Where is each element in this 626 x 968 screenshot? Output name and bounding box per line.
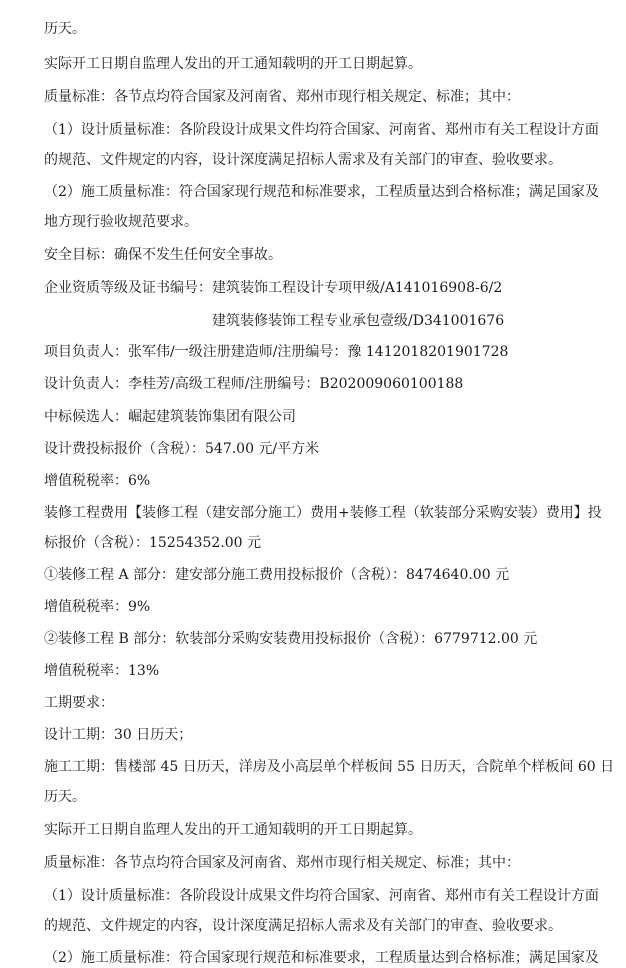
text-line: 企业资质等级及证书编号：建筑装饰工程设计专项甲级/A141016908-6/2 [44,280,503,296]
text-line: （1）设计质量标准：各阶段设计成果文件均符合国家、河南省、郑州市有关工程设计方面 [44,888,599,904]
text-line: 的规范、文件规定的内容，设计深度满足招标人需求及有关部门的审查、验收要求。 [44,918,562,934]
text-line: 质量标准：各节点均符合国家及河南省、郑州市现行相关规定、标准；其中： [44,855,520,871]
text-line: 增值税税率：6% [44,473,151,489]
text-line: 标报价（含税）：15254352.00 元 [44,535,261,551]
text-line: ①装修工程 A 部分：建安部分施工费用投标报价（含税）：8474640.00 元 [44,567,510,583]
text-line: 设计工期：30 日历天； [44,727,193,743]
text-line: （2）施工质量标准：符合国家现行规范和标准要求，工程质量达到合格标准；满足国家及 [44,184,599,200]
text-line: ②装修工程 B 部分：软装部分采购安装费用投标报价（含税）：6779712.00 元 [44,631,538,647]
text-line: 质量标准：各节点均符合国家及河南省、郑州市现行相关规定、标准；其中： [44,89,520,105]
text-line: 施工工期：售楼部 45 日历天，洋房及小高层单个样板间 55 日历天，合院单个样板间 60 日 [44,759,615,775]
text-line: 地方现行验收规范要求。 [44,214,198,230]
text-line: （1）设计质量标准：各阶段设计成果文件均符合国家、河南省、郑州市有关工程设计方面 [44,122,599,138]
text-line: 设计负责人：李桂芳/高级工程师/注册编号：B202009060100188 [44,376,464,392]
text-line: 安全目标：确保不发生任何安全事故。 [44,247,282,263]
text-line: 的规范、文件规定的内容，设计深度满足招标人需求及有关部门的审查、验收要求。 [44,152,562,168]
text-line: 项目负责人：张军伟/一级注册建造师/注册编号：豫 1412018201901728 [44,344,509,360]
text-line: 中标候选人：崛起建筑装饰集团有限公司 [44,409,296,425]
text-line: 建筑装修装饰工程专业承包壹级/D341001676 [212,313,505,329]
text-line: 增值税税率：13% [44,663,160,679]
text-line: 实际开工日期自监理人发出的开工通知载明的开工日期起算。 [44,56,422,72]
text-line: 装修工程费用【装修工程（建安部分施工）费用+装修工程（软装部分采购安装）费用】投 [44,505,602,521]
text-line: 历天。 [44,21,86,37]
text-line: 历天。 [44,789,86,805]
text-line: 设计费投标报价（含税）：547.00 元/平方米 [44,441,320,457]
text-line: 实际开工日期自监理人发出的开工通知载明的开工日期起算。 [44,822,422,838]
text-line: 工期要求： [44,695,114,711]
text-line: （2）施工质量标准：符合国家现行规范和标准要求，工程质量达到合格标准；满足国家及 [44,950,599,966]
text-line: 增值税税率：9% [44,599,151,615]
